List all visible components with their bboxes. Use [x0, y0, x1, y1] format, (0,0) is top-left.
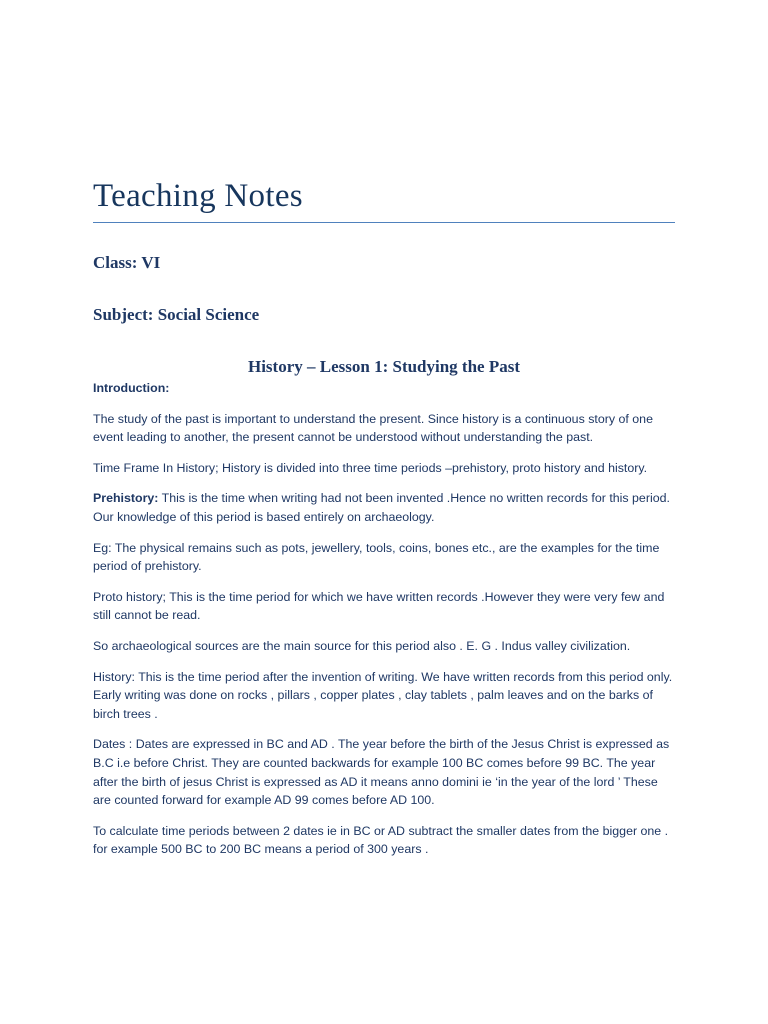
- introduction-heading: Introduction:: [93, 381, 170, 395]
- prehistory-label: Prehistory:: [93, 491, 159, 506]
- paragraph-time-frame: Time Frame In History; History is divided into three time periods –prehistory, proto history and history.: [93, 460, 648, 475]
- lesson-title: History – Lesson 1: Studying the Past: [247, 357, 521, 376]
- paragraph-archaeological-sources: So archaeological sources are the main source for this period also . E. G . Indus valley civilization.: [93, 638, 631, 653]
- paragraph-calculate-periods: To calculate time periods between 2 dates ie in BC or AD subtract the smaller dates from the bigger one . for example 500 BC to 200 BC means a period of 300 years .: [93, 823, 669, 857]
- title-divider: [93, 222, 675, 223]
- paragraph-prehistory: [93, 489, 675, 526]
- subject-heading: Subject: Social Science: [93, 305, 260, 324]
- paragraph-history: History: This is the time period after the invention of writing. We have written records from this period only. Early writing was done on rocks , pillars , copper plates , clay tablets , palm leaves and on the barks of birch trees .: [93, 669, 673, 721]
- class-heading: Class: VI: [93, 253, 161, 272]
- paragraph-prehistory-example: Eg: The physical remains such as pots, jewellery, tools, coins, bones etc., are the examples for the time period of prehistory.: [93, 540, 660, 574]
- paragraph-study-of-past: The study of the past is important to understand the present. Since history is a continuous story of one event leading to another, the present cannot be understood without understanding the past.: [93, 411, 653, 445]
- prehistory-text: This is the time when writing had not been invented .Hence no written records for this period. Our knowledge of this period is based entirely on archaeology.: [93, 491, 670, 524]
- paragraph-dates: Dates : Dates are expressed in BC and AD . The year before the birth of the Jesus Christ is expressed as B.C i.e before Christ. They are counted backwards for example 100 BC comes before 99 BC. The year after the birth of jesus Christ is expressed as AD it means anno domini ie ‘in the year of the lord ’ These are counted forward for example AD 99 comes before AD 100.: [93, 737, 670, 808]
- document-title: Teaching Notes: [93, 178, 303, 214]
- paragraph-proto-history: Proto history; This is the time period for which we have written records .However they were very few and still cannot be read.: [93, 589, 665, 623]
- lesson-body: [93, 379, 675, 871]
